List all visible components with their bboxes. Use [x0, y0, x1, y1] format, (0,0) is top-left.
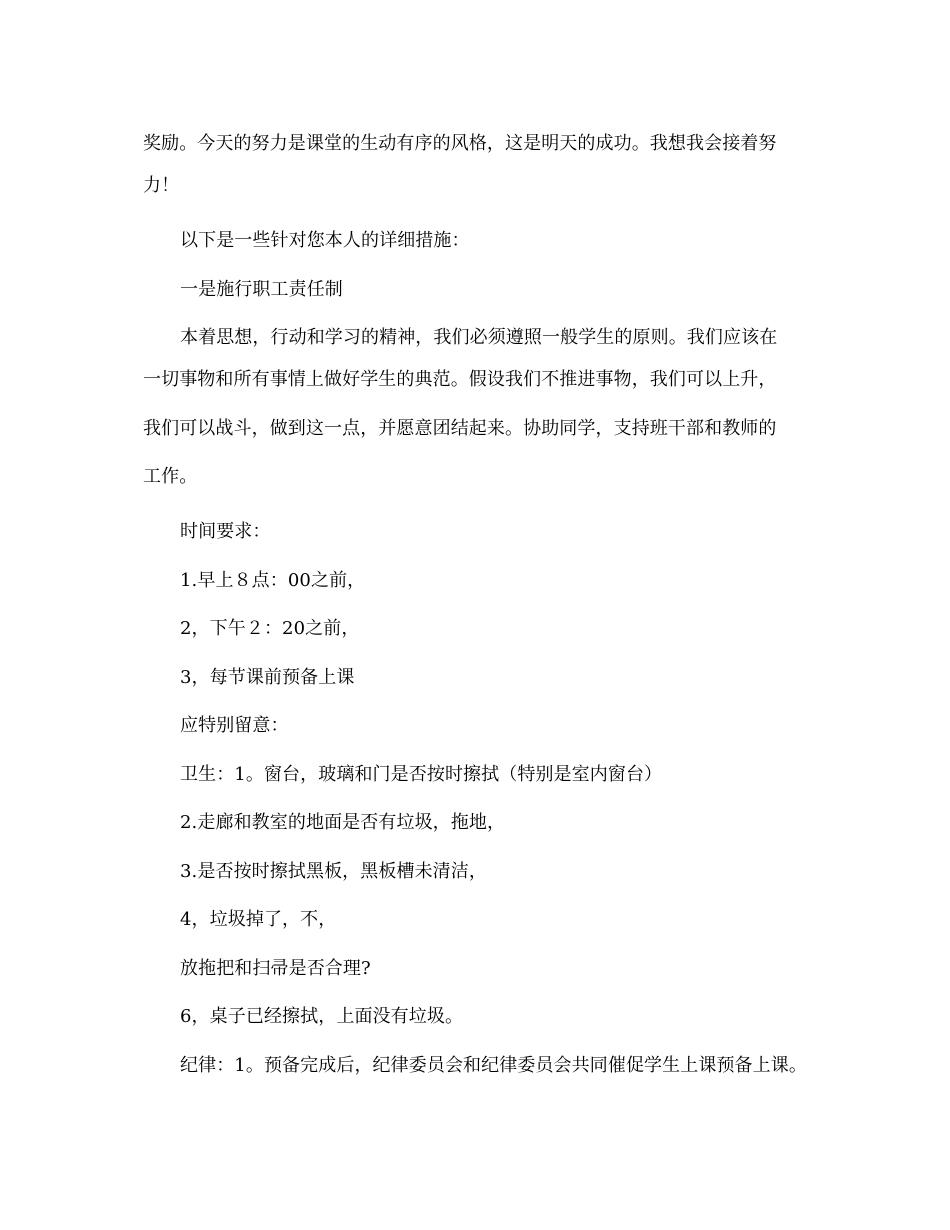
text-line: 卫生：1。窗台，玻璃和门是否按时擦拭（特别是室内窗台） — [180, 763, 663, 785]
list-item — [143, 805, 823, 841]
paragraph-measures-intro — [143, 223, 823, 259]
paragraph-attention — [143, 708, 823, 744]
text-line: 工作。 — [143, 466, 198, 487]
text-line: 2，下午２：20之前， — [180, 618, 360, 639]
text-line: 时间要求： — [180, 521, 271, 542]
text-line: 我们可以战斗，做到这一点，并愿意团结起来。协助同学，支持班干部和教师的 — [143, 417, 777, 439]
text-line: 一是施行职工责任制 — [180, 278, 343, 300]
text-line: 奖励。今天的努力是课堂的生动有序的风格，这是明天的成功。我想我会接着努 — [143, 133, 777, 154]
list-item — [143, 902, 823, 938]
text-line: 放拖把和扫帚是否合理? — [180, 957, 371, 979]
text-line: 6，桌子已经擦拭，上面没有垃圾。 — [180, 1006, 464, 1027]
text-line: 3.是否按时擦拭黑板，黑板槽未清洁， — [180, 860, 487, 882]
text-line: 一切事物和所有事情上做好学生的典范。假设我们不推进事物，我们可以上升， — [143, 369, 777, 390]
text-line: 2.走廊和教室的地面是否有垃圾，拖地， — [180, 812, 506, 833]
document-body — [143, 126, 823, 1096]
text-line: 纪律：1。预备完成后，纪律委员会和纪律委员会共同催促学生上课预备上课。 — [180, 1054, 807, 1076]
list-item — [143, 660, 823, 696]
list-item — [143, 951, 823, 987]
list-item — [143, 757, 823, 793]
paragraph-heading-responsibility — [143, 272, 823, 308]
text-line: 4，垃圾掉了，不， — [180, 909, 337, 930]
text-line: 本着思想，行动和学习的精神，我们必须遵照一般学生的原则。我们应该在 — [180, 327, 778, 348]
text-line: 3，每节课前预备上课 — [180, 666, 355, 688]
paragraph-continuation — [143, 126, 823, 211]
list-item — [143, 611, 823, 647]
text-line: 应特别留意： — [180, 715, 289, 736]
list-item — [143, 563, 823, 599]
paragraph-time-requirements — [143, 514, 823, 550]
list-item — [143, 999, 823, 1035]
text-line: 以下是一些针对您本人的详细措施： — [180, 230, 470, 251]
text-line: 力！ — [143, 175, 180, 196]
list-item — [143, 854, 823, 890]
list-item — [143, 1048, 823, 1084]
text-line: 1.早上８点：00之前， — [180, 569, 366, 591]
paragraph-principles — [143, 320, 823, 502]
